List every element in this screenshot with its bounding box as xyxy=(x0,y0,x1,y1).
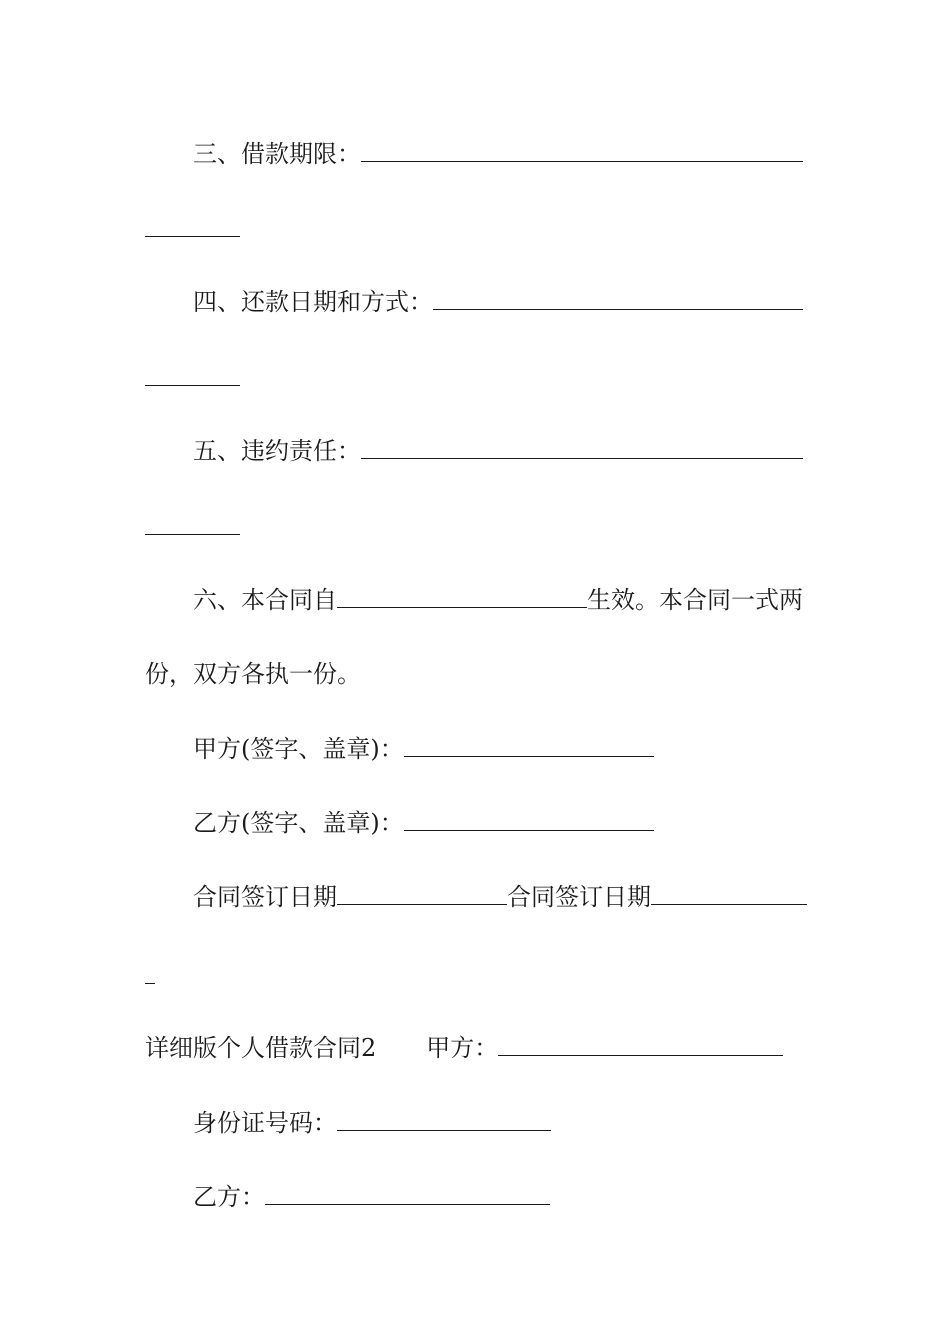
party-a-signature xyxy=(193,734,654,764)
contract2-id-label: 身份证号码： xyxy=(193,1109,337,1137)
contract2-id-blank[interactable] xyxy=(337,1108,551,1131)
sign-date-label-2: 合同签订日期 xyxy=(507,883,651,911)
clause-loan-term xyxy=(193,139,803,169)
sign-date-blank-continued[interactable] xyxy=(145,983,155,984)
contract2-title: 详细版个人借款合同2 xyxy=(145,1034,377,1062)
party-b-signature xyxy=(193,808,654,838)
contract2-header xyxy=(145,1033,783,1063)
party-b-signature-blank[interactable] xyxy=(404,808,654,831)
repayment-blank-continued[interactable] xyxy=(145,385,240,386)
sign-date-blank-2[interactable] xyxy=(651,882,807,905)
sign-date-blank-1[interactable] xyxy=(337,882,507,905)
loan-term-blank[interactable] xyxy=(361,139,803,162)
sign-date-label-1: 合同签订日期 xyxy=(193,883,337,911)
repayment-blank[interactable] xyxy=(433,287,803,310)
party-a-signature-blank[interactable] xyxy=(404,734,654,757)
breach-blank[interactable] xyxy=(361,436,803,459)
effective-prefix: 六、本合同自 xyxy=(193,586,337,614)
clause-repayment xyxy=(193,287,803,317)
effective-continued-text: 份，双方各执一份。 xyxy=(145,660,361,688)
breach-label: 五、违约责任： xyxy=(193,437,361,465)
effective-suffix: 生效。本合同一式两 xyxy=(587,586,803,614)
contract2-id-number xyxy=(193,1108,551,1138)
party-a-signature-label: 甲方(签字、盖章)： xyxy=(193,735,404,763)
sign-dates xyxy=(193,882,807,912)
contract2-party-a-blank[interactable] xyxy=(498,1033,783,1056)
contract2-party-b-label: 乙方： xyxy=(193,1183,265,1211)
contract2-party-b-blank[interactable] xyxy=(265,1182,550,1205)
contract2-party-b xyxy=(193,1182,550,1212)
contract2-party-a-label: 甲方： xyxy=(426,1034,499,1062)
effective-date-blank[interactable] xyxy=(337,585,587,608)
loan-term-blank-continued[interactable] xyxy=(145,236,240,237)
breach-blank-continued[interactable] xyxy=(145,534,240,535)
party-b-signature-label: 乙方(签字、盖章)： xyxy=(193,809,404,837)
clause-effective xyxy=(193,585,803,615)
repayment-label: 四、还款日期和方式： xyxy=(193,288,433,316)
clause-effective-continued xyxy=(145,659,361,689)
loan-term-label: 三、借款期限： xyxy=(193,140,361,168)
clause-breach xyxy=(193,436,803,466)
